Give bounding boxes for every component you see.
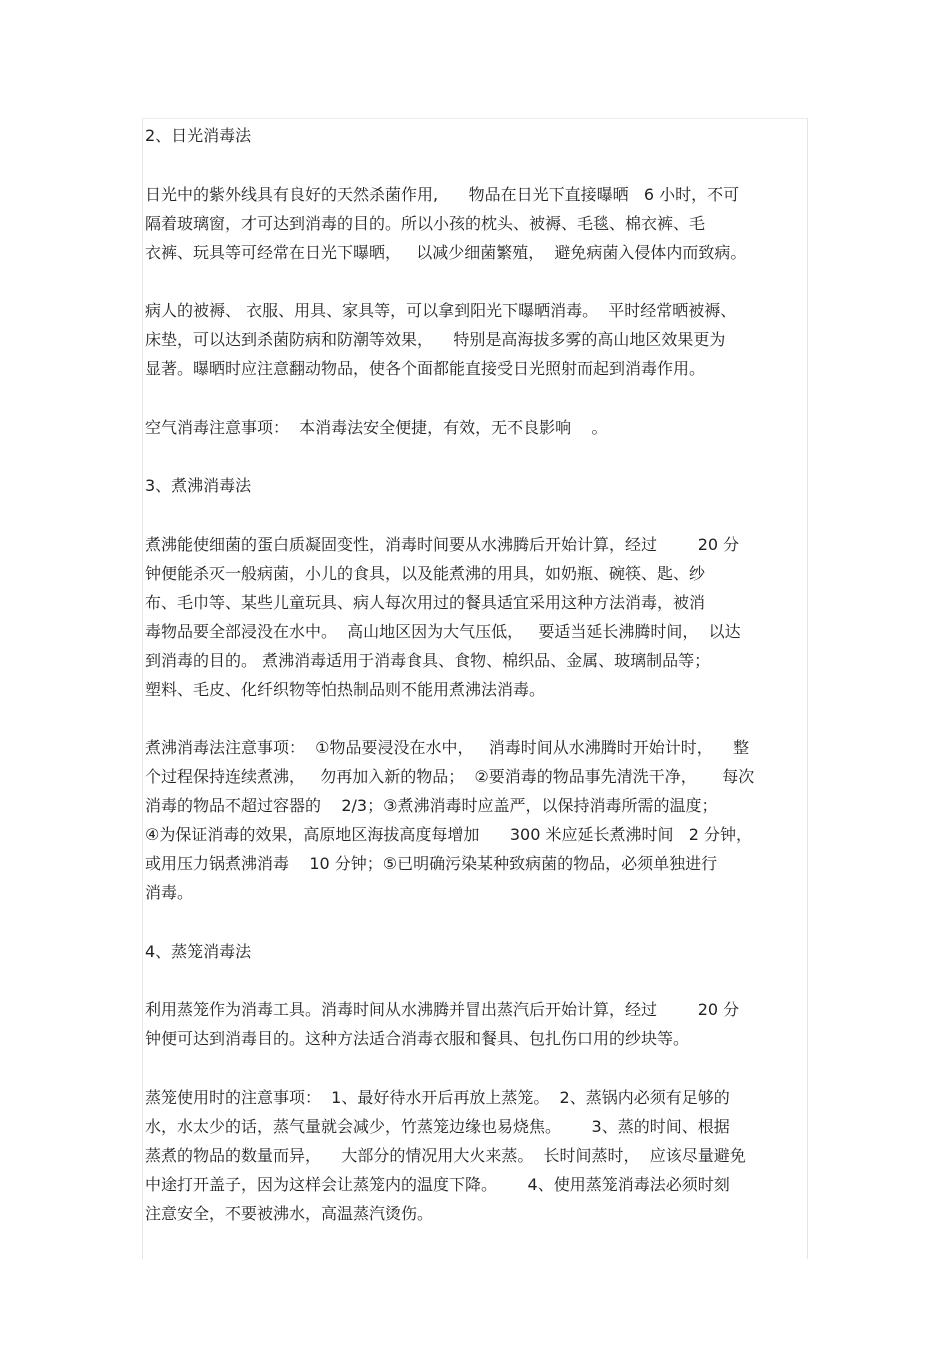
paragraph bbox=[145, 180, 807, 267]
paragraph-gap bbox=[145, 966, 807, 996]
text-line: 钟便能杀灭一般病菌，小儿的食具，以及能煮沸的用具，如奶瓶、碗筷、匙、纱 bbox=[145, 563, 706, 583]
document-body bbox=[145, 121, 807, 1228]
paragraph bbox=[145, 413, 807, 442]
text-line: 空气消毒注意事项： 本消毒法安全便捷，有效，无不良影响 。 bbox=[145, 417, 608, 437]
section-heading bbox=[145, 471, 807, 500]
paragraph bbox=[145, 296, 807, 383]
paragraph bbox=[145, 1083, 807, 1228]
paragraph-gap bbox=[145, 1053, 807, 1083]
text-line: 水，水太少的话，蒸气量就会减少，竹蒸笼边缘也易烧焦。 3、蒸的时间、根据 bbox=[145, 1116, 730, 1136]
paragraph-gap bbox=[145, 704, 807, 734]
text-line: 病人的被褥、 衣服、用具、家具等，可以拿到阳光下曝晒消毒。 平时经常晒被褥、 bbox=[145, 301, 737, 320]
text-line: 煮沸消毒法注意事项： ①物品要浸没在水中， 消毒时间从水沸腾时开始计时， 整 bbox=[145, 738, 750, 757]
paragraph bbox=[145, 733, 807, 907]
paragraph bbox=[145, 530, 807, 704]
text-line: 利用蒸笼作为消毒工具。消毒时间从水沸腾并冒出蒸汽后开始计算，经过 20 分 bbox=[145, 1000, 740, 1019]
text-line: 2、日光消毒法 bbox=[145, 126, 252, 145]
text-line: ④为保证消毒的效果，高原地区海拔高度每增加 300 米应延长煮沸时间 2 分钟， bbox=[145, 825, 753, 844]
text-line: 塑料、毛皮、化纤织物等怕热制品则不能用煮沸法消毒。 bbox=[145, 679, 546, 699]
text-line: 消毒。 bbox=[145, 883, 194, 902]
text-line: 3、煮沸消毒法 bbox=[145, 476, 252, 495]
text-line: 注意安全，不要被沸水，高温蒸汽烫伤。 bbox=[145, 1203, 434, 1223]
text-line: 到消毒的目的。 煮沸消毒适用于消毒食具、食物、棉织品、金属、玻璃制品等； bbox=[145, 650, 711, 670]
paragraph-gap bbox=[145, 500, 807, 530]
text-line: 隔着玻璃窗，才可达到消毒的目的。所以小孩的枕头、被褥、毛毯、棉衣裤、毛 bbox=[145, 213, 706, 233]
text-line: 4、蒸笼消毒法 bbox=[145, 941, 252, 961]
paragraph-gap bbox=[145, 442, 807, 472]
text-line: 煮沸能使细菌的蛋白质凝固变性，消毒时间要从水沸腾后开始计算，经过 20 分 bbox=[145, 534, 740, 554]
text-line: 日光中的紫外线具有良好的天然杀菌作用, 物品在日光下直接曝晒 6 小时，不可 bbox=[145, 184, 740, 204]
text-line: 衣裤、玩具等可经常在日光下曝晒， 以减少细菌繁殖， 避免病菌入侵体内而致病。 bbox=[145, 242, 747, 262]
text-line: 毒物品要全部浸没在水中。 高山地区因为大气压低， 要适当延长沸腾时间， 以达 bbox=[145, 621, 741, 641]
text-line: 布、毛巾等、某些儿童玩具、病人每次用过的餐具适宜采用这种方法消毒，被消 bbox=[145, 592, 706, 612]
text-line: 消毒的物品不超过容器的 2/3；③煮沸消毒时应盖严，以保持消毒所需的温度； bbox=[145, 796, 718, 815]
text-line: 蒸笼使用时的注意事项： 1、最好待水开后再放上蒸笼。 2、蒸锅内必须有足够的 bbox=[145, 1087, 730, 1107]
section-heading bbox=[145, 121, 807, 150]
paragraph-gap bbox=[145, 383, 807, 413]
text-line: 个过程保持连续煮沸， 勿再加入新的物品； ②要消毒的物品事先清洗干净， 每次 bbox=[145, 767, 755, 786]
text-line: 显著。曝晒时应注意翻动物品，使各个面都能直接受日光照射而起到消毒作用。 bbox=[145, 359, 706, 378]
paragraph-gap bbox=[145, 150, 807, 180]
text-line: 钟便可达到消毒目的。这种方法适合消毒衣服和餐具、包扎伤口用的纱块等。 bbox=[145, 1029, 690, 1048]
text-line: 蒸煮的物品的数量而异， 大部分的情况用大火来蒸。 长时间蒸时， 应该尽量避免 bbox=[145, 1145, 746, 1165]
text-line: 床垫，可以达到杀菌防病和防潮等效果， 特别是高海拔多雾的高山地区效果更为 bbox=[145, 330, 726, 349]
paragraph-gap bbox=[145, 907, 807, 937]
text-line: 或用压力锅煮沸消毒 10 分钟；⑤已明确污染某种致病菌的物品，必须单独进行 bbox=[145, 854, 718, 873]
paragraph-gap bbox=[145, 267, 807, 297]
text-line: 中途打开盖子，因为这样会让蒸笼内的温度下降。 4、使用蒸笼消毒法必须时刻 bbox=[145, 1174, 730, 1194]
paragraph bbox=[145, 995, 807, 1053]
section-heading bbox=[145, 937, 807, 966]
